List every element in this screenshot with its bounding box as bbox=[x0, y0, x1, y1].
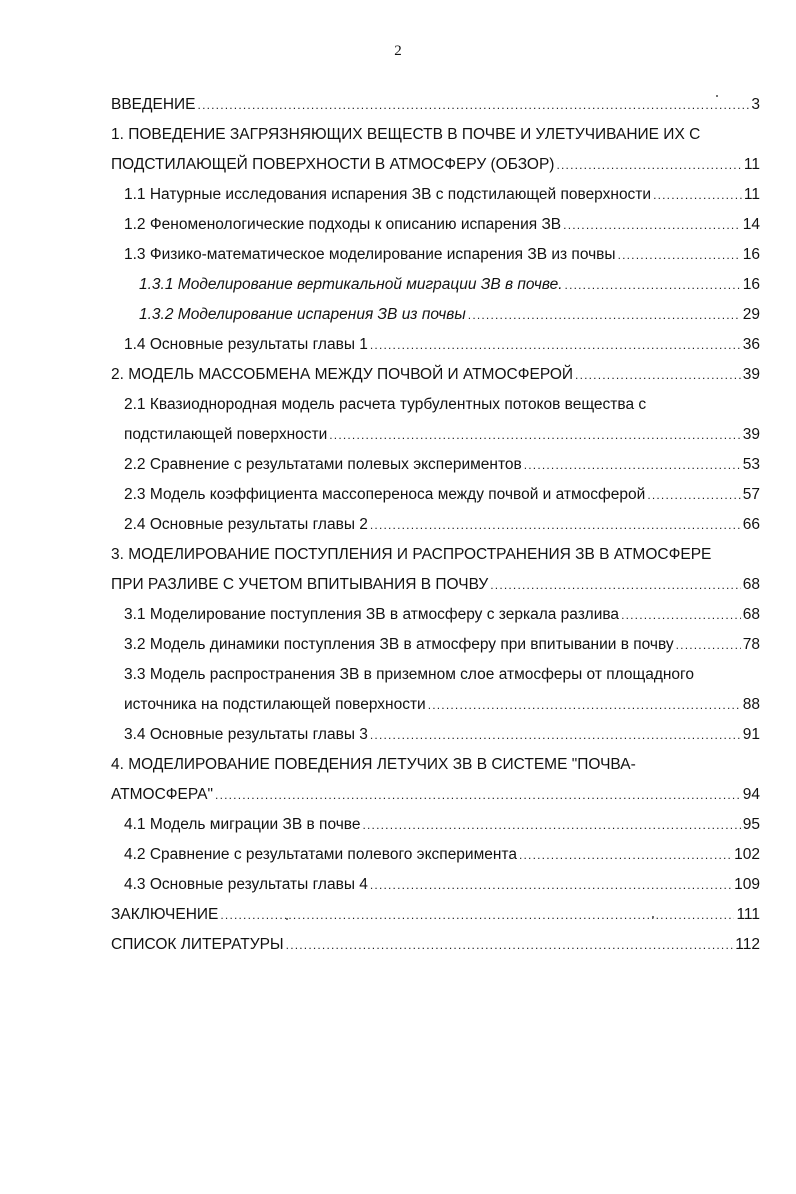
toc-leader bbox=[575, 365, 741, 385]
toc-entry-3-1[interactable] bbox=[124, 605, 760, 625]
toc-entry-1-1[interactable] bbox=[124, 185, 760, 205]
toc-leader bbox=[362, 815, 740, 835]
toc-leader bbox=[556, 155, 741, 175]
scan-speck bbox=[716, 95, 718, 97]
toc-entry-title: 1.2 Феноменологические подходы к описанию испарения ЗВ bbox=[124, 216, 562, 233]
toc-entry-title: 3.4 Основные результаты главы 3 bbox=[124, 726, 368, 743]
toc-entry-title: 1.3.2 Моделирование испарения ЗВ из почвы bbox=[139, 306, 466, 323]
toc-entry-page: 68 bbox=[742, 576, 760, 593]
toc-entry-1-3-1[interactable] bbox=[139, 275, 760, 295]
toc-entry-page: 36 bbox=[742, 336, 760, 353]
toc-entry-introduction[interactable] bbox=[111, 95, 760, 115]
toc-entry-page: 78 bbox=[742, 636, 760, 653]
toc-entry-title: 1. ПОВЕДЕНИЕ ЗАГРЯЗНЯЮЩИХ ВЕЩЕСТВ В ПОЧВЕ И УЛЕТУЧИВАНИЕ ИХ С bbox=[111, 126, 701, 143]
toc-entry-page: 16 bbox=[742, 276, 760, 293]
toc-entry-chapter-3-cont[interactable] bbox=[111, 575, 760, 595]
toc-leader bbox=[519, 845, 732, 865]
toc-entry-chapter-4-cont[interactable] bbox=[111, 785, 760, 805]
toc-entry-page: 95 bbox=[742, 816, 760, 833]
toc-entry-title: 3.1 Моделирование поступления ЗВ в атмосферу с зеркала разлива bbox=[124, 606, 620, 623]
toc-leader bbox=[329, 425, 740, 445]
toc-entry-chapter-4[interactable] bbox=[111, 755, 760, 775]
toc-entry-2-4[interactable] bbox=[124, 515, 760, 535]
toc-entry-title: 4.1 Модель миграции ЗВ в почве bbox=[124, 816, 361, 833]
toc-entry-page: 11 bbox=[743, 156, 760, 173]
toc-entry-title: 3.3 Модель распространения ЗВ в приземном слое атмосферы от площадного bbox=[124, 666, 694, 683]
toc-entry-title: 4. МОДЕЛИРОВАНИЕ ПОВЕДЕНИЯ ЛЕТУЧИХ ЗВ В СИСТЕМЕ "ПОЧВА- bbox=[111, 756, 636, 773]
toc-entry-title: 2.4 Основные результаты главы 2 bbox=[124, 516, 368, 533]
scan-speck bbox=[286, 918, 288, 920]
toc-entry-title: 2.2 Сравнение с результатами полевых экспериментов bbox=[124, 456, 522, 473]
toc-entry-chapter-1-cont[interactable] bbox=[111, 155, 760, 175]
toc-entry-3-3-cont[interactable] bbox=[124, 695, 760, 715]
toc-entry-chapter-1[interactable] bbox=[111, 125, 760, 145]
toc-leader bbox=[198, 95, 750, 115]
toc-entry-title: АТМОСФЕРА" bbox=[111, 786, 214, 803]
toc-leader bbox=[524, 455, 741, 475]
toc-entry-title: 2.1 Квазиоднородная модель расчета турбулентных потоков вещества с bbox=[124, 396, 647, 413]
toc-leader bbox=[563, 215, 741, 235]
toc-leader bbox=[676, 635, 741, 655]
toc-entry-page: 102 bbox=[734, 846, 760, 863]
toc-entry-title: ПРИ РАЗЛИВЕ С УЧЕТОМ ВПИТЫВАНИЯ В ПОЧВУ bbox=[111, 576, 489, 593]
toc-entry-page: 29 bbox=[742, 306, 760, 323]
toc-entry-2-1-cont[interactable] bbox=[124, 425, 760, 445]
toc-leader bbox=[370, 335, 741, 355]
toc-entry-conclusion[interactable] bbox=[111, 905, 760, 925]
toc-entry-page: 11 bbox=[743, 186, 760, 203]
toc-entry-title: 2. МОДЕЛЬ МАССОБМЕНА МЕЖДУ ПОЧВОЙ И АТМОСФЕРОЙ bbox=[111, 366, 574, 383]
toc-entry-1-4[interactable] bbox=[124, 335, 760, 355]
toc-entry-2-1[interactable] bbox=[124, 395, 760, 415]
toc-entry-title: 3.2 Модель динамики поступления ЗВ в атмосферу при впитывании в почву bbox=[124, 636, 674, 653]
toc-leader bbox=[370, 875, 732, 895]
toc-entry-chapter-2[interactable] bbox=[111, 365, 760, 385]
toc-entry-3-4[interactable] bbox=[124, 725, 760, 745]
toc-leader bbox=[653, 185, 742, 205]
toc-entry-2-3[interactable] bbox=[124, 485, 760, 505]
toc-entry-page: 91 bbox=[742, 726, 760, 743]
toc-entry-page: 68 bbox=[742, 606, 760, 623]
toc-leader bbox=[370, 515, 741, 535]
toc-entry-title: 2.3 Модель коэффициента массопереноса между почвой и атмосферой bbox=[124, 486, 646, 503]
toc-entry-page: 57 bbox=[742, 486, 760, 503]
toc-entry-title: ЗАКЛЮЧЕНИЕ bbox=[111, 906, 219, 923]
toc-entry-page: 39 bbox=[742, 366, 760, 383]
toc-entry-title: ВВЕДЕНИЕ bbox=[111, 96, 196, 113]
toc-entry-page: 16 bbox=[742, 246, 760, 263]
toc-entry-page: 39 bbox=[742, 426, 760, 443]
toc-entry-page: 94 bbox=[742, 786, 760, 803]
toc-entry-2-2[interactable] bbox=[124, 455, 760, 475]
toc-entry-1-2[interactable] bbox=[124, 215, 760, 235]
toc-entry-3-3[interactable] bbox=[124, 665, 760, 685]
toc-entry-page: 53 bbox=[742, 456, 760, 473]
toc-entry-title: источника на подстилающей поверхности bbox=[124, 696, 426, 713]
toc-entry-title: ПОДСТИЛАЮЩЕЙ ПОВЕРХНОСТИ В АТМОСФЕРУ (ОБЗОР) bbox=[111, 156, 555, 173]
toc-leader bbox=[220, 905, 734, 925]
toc-entry-title: 3. МОДЕЛИРОВАНИЕ ПОСТУПЛЕНИЯ И РАСПРОСТРАНЕНИЯ ЗВ В АТМОСФЕРЕ bbox=[111, 546, 712, 563]
scan-speck bbox=[652, 916, 654, 918]
toc-leader bbox=[621, 605, 741, 625]
toc-entry-page: 14 bbox=[742, 216, 760, 233]
toc-entry-references[interactable] bbox=[111, 935, 760, 955]
toc-entry-page: 3 bbox=[751, 96, 760, 113]
toc-leader bbox=[618, 245, 741, 265]
toc-leader bbox=[468, 305, 741, 325]
toc-entry-1-3-2[interactable] bbox=[139, 305, 760, 325]
toc-entry-title: 1.3.1 Моделирование вертикальной миграции ЗВ в почве. bbox=[139, 276, 563, 293]
toc-leader bbox=[215, 785, 741, 805]
toc-leader bbox=[428, 695, 741, 715]
toc-entry-title: подстилающей поверхности bbox=[124, 426, 328, 443]
toc-entry-page: 111 bbox=[736, 906, 760, 923]
page-number: 2 bbox=[394, 43, 402, 59]
toc-entry-title: СПИСОК ЛИТЕРАТУРЫ bbox=[111, 936, 284, 953]
toc-leader bbox=[370, 725, 741, 745]
toc-entry-title: 1.3 Физико-математическое моделирование испарения ЗВ из почвы bbox=[124, 246, 616, 263]
toc-entry-4-1[interactable] bbox=[124, 815, 760, 835]
toc-leader bbox=[286, 935, 734, 955]
toc-entry-page: 66 bbox=[742, 516, 760, 533]
toc-leader bbox=[565, 275, 741, 295]
toc-entry-page: 112 bbox=[735, 936, 760, 953]
toc-entry-title: 1.1 Натурные исследования испарения ЗВ с подстилающей поверхности bbox=[124, 186, 652, 203]
toc-entry-title: 1.4 Основные результаты главы 1 bbox=[124, 336, 368, 353]
toc-entry-page: 88 bbox=[742, 696, 760, 713]
toc-leader bbox=[490, 575, 741, 595]
toc-entry-4-2[interactable] bbox=[124, 845, 760, 865]
toc-entry-title: 4.3 Основные результаты главы 4 bbox=[124, 876, 368, 893]
toc-entry-page: 109 bbox=[734, 876, 760, 893]
toc-entry-1-3[interactable] bbox=[124, 245, 760, 265]
toc-leader bbox=[647, 485, 740, 505]
toc-entry-4-3[interactable] bbox=[124, 875, 760, 895]
toc-entry-chapter-3[interactable] bbox=[111, 545, 760, 565]
toc-entry-title: 4.2 Сравнение с результатами полевого эксперимента bbox=[124, 846, 517, 863]
toc-entry-3-2[interactable] bbox=[124, 635, 760, 655]
